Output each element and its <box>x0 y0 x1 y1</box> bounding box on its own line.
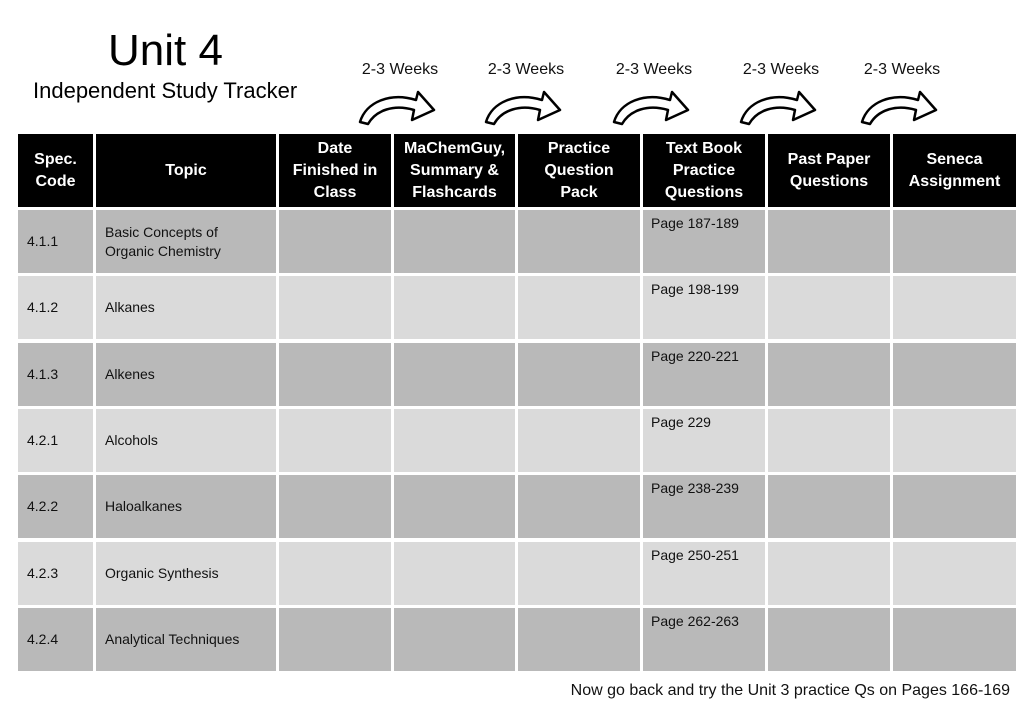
header-textbook: Text Book Practice Questions <box>643 134 765 207</box>
table-cell[interactable] <box>768 210 890 273</box>
textbook-pages: Page 220-221 <box>651 347 739 364</box>
table-cell[interactable] <box>893 210 1016 273</box>
topic-name: Alkenes <box>105 365 155 382</box>
table-cell[interactable] <box>893 475 1016 538</box>
curved-arrow-icon <box>482 84 566 128</box>
table-cell[interactable] <box>893 608 1016 671</box>
table-cell[interactable] <box>279 210 391 273</box>
table-cell[interactable] <box>279 542 391 605</box>
spec-code: 4.2.3 <box>27 564 59 581</box>
curved-arrow-icon <box>610 84 694 128</box>
table-cell[interactable] <box>893 409 1016 472</box>
week-label: 2-3 Weeks <box>742 61 820 78</box>
table-cell[interactable] <box>518 409 640 472</box>
table-cell[interactable] <box>893 542 1016 605</box>
spec-code: 4.1.1 <box>27 233 59 249</box>
page-title: Unit 4 <box>108 26 223 75</box>
textbook-pages: Page 238-239 <box>651 480 739 497</box>
table-cell[interactable] <box>893 343 1016 406</box>
table-cell[interactable] <box>518 608 640 671</box>
table-cell[interactable] <box>518 343 640 406</box>
textbook-pages: Page 250-251 <box>651 546 739 563</box>
spec-code: 4.2.1 <box>27 431 59 448</box>
table-cell[interactable] <box>394 542 515 605</box>
header-spec-code: Spec. Code <box>18 134 93 207</box>
topic-name: Haloalkanes <box>105 498 183 515</box>
week-label: 2-3 Weeks <box>361 61 439 78</box>
topic-name: Alkanes <box>105 299 155 316</box>
spec-code: 4.1.3 <box>27 365 59 382</box>
table-cell[interactable] <box>768 475 890 538</box>
textbook-pages: Page 229 <box>651 413 711 430</box>
topic-name: Basic Concepts of Organic Chemistry <box>105 223 221 259</box>
topic-name: Alcohols <box>105 431 158 448</box>
table-cell[interactable] <box>279 409 391 472</box>
table-cell[interactable] <box>893 276 1016 339</box>
week-label: 2-3 Weeks <box>863 61 941 78</box>
header-machemguy: MaChemGuy, Summary & Flashcards <box>394 134 515 207</box>
header-date-finished: Date Finished in Class <box>279 134 391 207</box>
week-label: 2-3 Weeks <box>615 61 693 78</box>
table-cell[interactable] <box>279 343 391 406</box>
spec-code: 4.1.2 <box>27 299 59 316</box>
curved-arrow-icon <box>858 84 942 128</box>
textbook-pages: Page 198-199 <box>651 281 739 298</box>
table-cell[interactable] <box>394 409 515 472</box>
table-cell[interactable] <box>279 276 391 339</box>
header-topic: Topic <box>96 134 276 207</box>
header-seneca: Seneca Assignment <box>893 134 1016 207</box>
table-cell[interactable] <box>518 276 640 339</box>
table-cell[interactable] <box>279 608 391 671</box>
table-cell[interactable] <box>394 343 515 406</box>
spec-code: 4.2.4 <box>27 630 59 647</box>
table-cell[interactable] <box>394 210 515 273</box>
footer-note: Now go back and try the Unit 3 practice Qs on Pages 166-169 <box>570 682 1010 699</box>
spec-code: 4.2.2 <box>27 498 59 515</box>
curved-arrow-icon <box>737 84 821 128</box>
table-cell[interactable] <box>394 608 515 671</box>
textbook-pages: Page 187-189 <box>651 215 739 231</box>
textbook-pages: Page 262-263 <box>651 612 739 629</box>
table-cell[interactable] <box>518 542 640 605</box>
table-cell[interactable] <box>768 343 890 406</box>
page-subtitle: Independent Study Tracker <box>33 78 298 103</box>
table-cell[interactable] <box>394 276 515 339</box>
table-cell[interactable] <box>518 210 640 273</box>
table-cell[interactable] <box>518 475 640 538</box>
header-past-paper: Past Paper Questions <box>768 134 890 207</box>
table-cell[interactable] <box>279 475 391 538</box>
table-cell[interactable] <box>768 608 890 671</box>
header-practice-pack: Practice Question Pack <box>518 134 640 207</box>
curved-arrow-icon <box>356 84 440 128</box>
study-tracker-table <box>18 134 1016 672</box>
topic-name: Organic Synthesis <box>105 564 219 581</box>
table-cell[interactable] <box>768 542 890 605</box>
table-cell[interactable] <box>394 475 515 538</box>
table-cell[interactable] <box>768 276 890 339</box>
topic-name: Analytical Techniques <box>105 630 240 647</box>
table-cell[interactable] <box>768 409 890 472</box>
week-label: 2-3 Weeks <box>487 61 565 78</box>
